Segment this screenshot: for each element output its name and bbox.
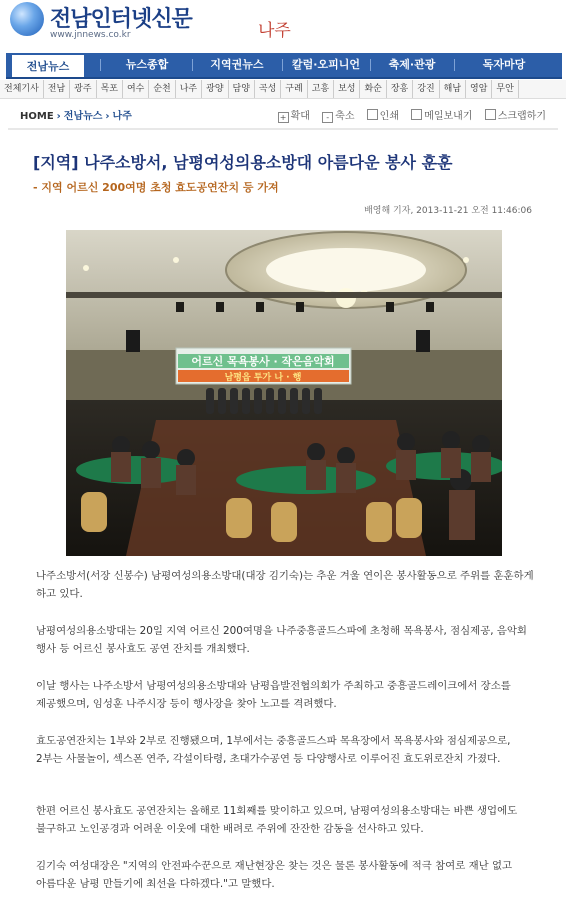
nav-tab-regional-news[interactable]: 지역권뉴스 [210,58,264,71]
subnav-item[interactable]: 장흥 [387,80,413,98]
article-title: [지역] 나주소방서, 남평여성의용소방대 아름다운 봉사 훈훈 [33,153,453,172]
scrap-icon [485,109,496,120]
article-paragraph: 한편 어르신 봉사효도 공연잔치는 올해로 11회째를 맞이하고 있으며, 남평여성의용소방대는 바쁜 생업에도 불구하고 노인공경과 어려운 이웃에 대한 배려로 주위에 잔잔한 감동을 선사하고 있다. [36,805,518,835]
nav-tab-readers[interactable]: 독자마당 [482,58,526,71]
region-label: 나주 [258,21,291,41]
plus-icon: + [278,112,289,123]
subnav-item[interactable]: 여수 [123,80,149,98]
article-paragraph: 김기숙 여성대장은 "지역의 안전파수꾼으로 재난현장은 찾는 것은 물론 봉사활동에 적극 참여로 재난 없고 아름다운 남평 만들기에 최선을 다하겠다."고 말했다. [36,860,513,890]
subnav-item[interactable]: 무안 [492,80,518,98]
subnav-item[interactable]: 전체기사 [0,80,44,98]
site-header [0,0,566,52]
breadcrumb-bar [0,104,566,124]
subnav-item[interactable]: 강진 [413,80,439,98]
main-nav [6,53,562,79]
subnav-item[interactable]: 목포 [97,80,123,98]
subnav-item[interactable]: 순천 [149,80,175,98]
breadcrumb-section[interactable]: 전남뉴스 [63,111,103,122]
article-subtitle: - 지역 어르신 200여명 초청 효도공연잔치 등 가져 [33,181,279,194]
article-tools [269,107,546,123]
site-url: www.jnnews.co.kr [50,30,131,40]
subnav-item[interactable]: 해남 [440,80,466,98]
subnav-item[interactable]: 화순 [360,80,386,98]
nav-tab-festival-tour[interactable]: 축제·관광 [388,58,436,71]
breadcrumb-home[interactable]: HOME [20,111,54,122]
subnav-item[interactable]: 구례 [281,80,307,98]
subnav-item[interactable]: 광주 [70,80,96,98]
subnav-item[interactable]: 광양 [202,80,228,98]
article-paragraph: 이날 행사는 나주소방서 남평여성의용소방대와 남평읍발전협의회가 주최하고 중흥골드레이크에서 장소를 제공했으며, 임성훈 나주시장 등이 행사장을 찾아 노고를 격려했다. [36,680,511,710]
subnav-item[interactable]: 전남 [44,80,70,98]
article-paragraph: 나주소방서(서장 신봉수) 남평여성의용소방대(대장 김기숙)는 추운 겨울 연이은 봉사활동으로 주위를 훈훈하게 하고 있다. [36,570,534,600]
subnav-item[interactable]: 곡성 [255,80,281,98]
shrink-button[interactable]: - 축소 [322,111,354,122]
subnav-item[interactable]: 나주 [176,80,202,98]
photo-banner-text-2: 남평읍 투가 나 · 행 [224,373,302,383]
breadcrumb-current[interactable]: 나주 [112,111,132,122]
nav-tab-column-opinion[interactable]: 칼럼·오피니언 [292,58,360,71]
site-logo[interactable]: 전남인터넷신문 [50,7,192,32]
subnav-item[interactable]: 영암 [466,80,492,98]
article-photo [66,230,502,556]
subnav-item[interactable]: 담양 [229,80,255,98]
scrap-button[interactable]: 스크랩하기 [485,111,546,122]
nav-tab-jeonnam-news[interactable]: 전남뉴스 [12,53,84,77]
email-button[interactable]: 메일보내기 [411,111,472,122]
article-byline: 배영해 기자, 2013-11-21 오전 11:46:06 [364,206,532,216]
subnav-item[interactable]: 보성 [334,80,360,98]
minus-icon: - [322,112,333,123]
subnav-item[interactable]: 고흥 [308,80,334,98]
enlarge-button[interactable]: + 확대 [278,111,310,122]
event-photo-illustration [66,230,502,556]
print-icon [367,109,378,120]
print-button[interactable]: 인쇄 [367,111,399,122]
divider [8,128,558,130]
photo-banner-text: 어르신 목욕봉사 · 작은음악회 [191,355,335,368]
breadcrumb: HOME › 전남뉴스 › 나주 [20,111,132,122]
article-paragraph: 남평여성의용소방대는 20일 지역 어르신 200여명을 나주중흥골드스파에 초청해 목욕봉사, 점심제공, 음악회 행사 등 어르신 봉사효도 공연 잔치를 개최했다. [36,625,527,655]
sub-nav [0,80,566,99]
mail-icon [411,109,422,120]
article-paragraph: 효도공연잔치는 1부와 2부로 진행됐으며, 1부에서는 중흥골드스파 목욕장에서 목욕봉사와 점심제공으로, 2부는 사물놀이, 섹스폰 연주, 각설이타령, 초대가수공연 등 다양행사로 이루어진 효도위로잔치 가졌다. [36,735,511,765]
globe-logo-icon[interactable] [10,2,44,36]
nav-tab-news-general[interactable]: 뉴스종합 [125,58,169,71]
